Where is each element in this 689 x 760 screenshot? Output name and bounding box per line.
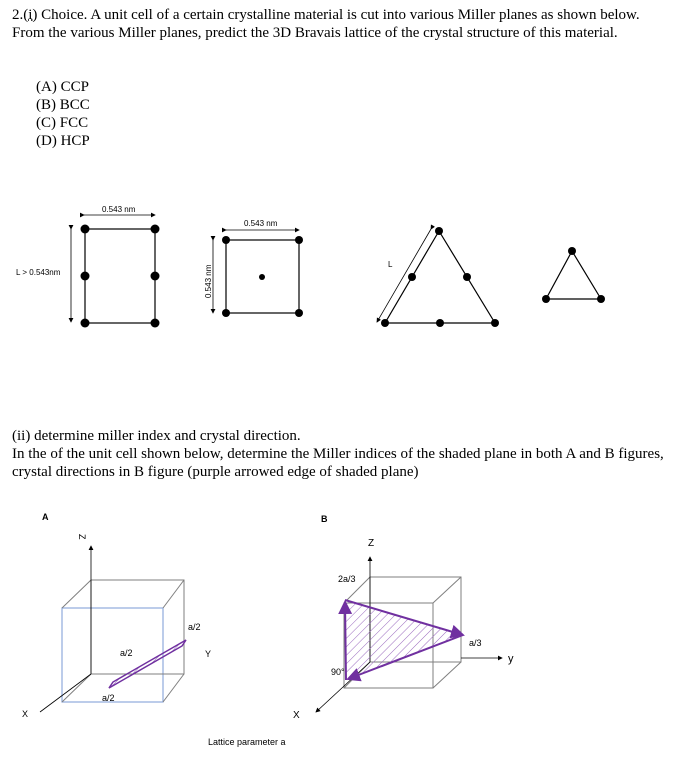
label-a: A: [42, 512, 49, 522]
width-label-1: 0.543 nm: [102, 205, 136, 214]
question-text: Choice. A unit cell of a certain crystalline material is cut into various Miller planes as shown below. From the various Miller planes, predict the 3D Bravais lattice of the crystal structure of this material.: [12, 7, 640, 41]
atom: [151, 272, 160, 281]
atom: [81, 272, 90, 281]
unit-cell-b: [293, 514, 514, 721]
triangle-label: L: [388, 260, 393, 269]
axis-z-b: Z: [368, 538, 375, 549]
atom: [597, 295, 605, 303]
atom: [81, 225, 90, 234]
question-number: 2.: [12, 7, 24, 23]
label-b: B: [321, 514, 328, 524]
atom: [222, 309, 230, 317]
third-label: a/3: [469, 638, 482, 648]
plane-rectangle: [16, 205, 160, 328]
half-label-a3: a/2: [102, 693, 115, 703]
atom: [436, 319, 444, 327]
atom: [435, 227, 443, 235]
option-d: (D) HCP: [36, 133, 90, 149]
axis-z-a: Z: [77, 534, 87, 540]
atom: [81, 319, 90, 328]
atom: [568, 247, 576, 255]
atom: [542, 295, 550, 303]
axis-y-b: y: [508, 653, 514, 665]
height-label-2: 0.543 nm: [204, 264, 213, 298]
plane-triangle-small: [542, 247, 605, 303]
height-label-1: L > 0.543nm: [16, 268, 61, 277]
width-label-2: 0.543 nm: [244, 219, 278, 228]
atom: [295, 236, 303, 244]
atom: [491, 319, 499, 327]
question-marker: (i): [23, 7, 38, 23]
unit-cell-a: [22, 512, 211, 719]
plane-triangle-large: [377, 227, 499, 327]
option-b: (B) BCC: [36, 97, 90, 113]
axis-x-a: X: [22, 709, 29, 719]
atom: [222, 236, 230, 244]
atom: [408, 273, 416, 281]
atom: [151, 319, 160, 328]
axis-y-a: Y: [205, 649, 212, 659]
atom: [259, 274, 265, 280]
lattice-caption: Lattice parameter a: [208, 737, 286, 747]
angle-label: 90°: [331, 667, 345, 677]
two-thirds-label: 2a/3: [338, 574, 356, 584]
atom: [463, 273, 471, 281]
atom: [295, 309, 303, 317]
atom: [381, 319, 389, 327]
half-label-a1: a/2: [188, 622, 201, 632]
option-c: (C) FCC: [36, 115, 89, 131]
axis-x-b: X: [293, 710, 300, 721]
question-part2-text: In the of the unit cell shown below, determine the Miller indices of the shaded plane in both A and B figures, crystal directions in B figure (purple arrowed edge of shaded plane): [12, 446, 664, 480]
half-label-a2: a/2: [120, 648, 133, 658]
plane-square: [204, 219, 303, 317]
question-part2-heading: (ii) determine miller index and crystal direction.: [12, 428, 301, 444]
option-a: (A) CCP: [36, 79, 89, 95]
atom: [151, 225, 160, 234]
